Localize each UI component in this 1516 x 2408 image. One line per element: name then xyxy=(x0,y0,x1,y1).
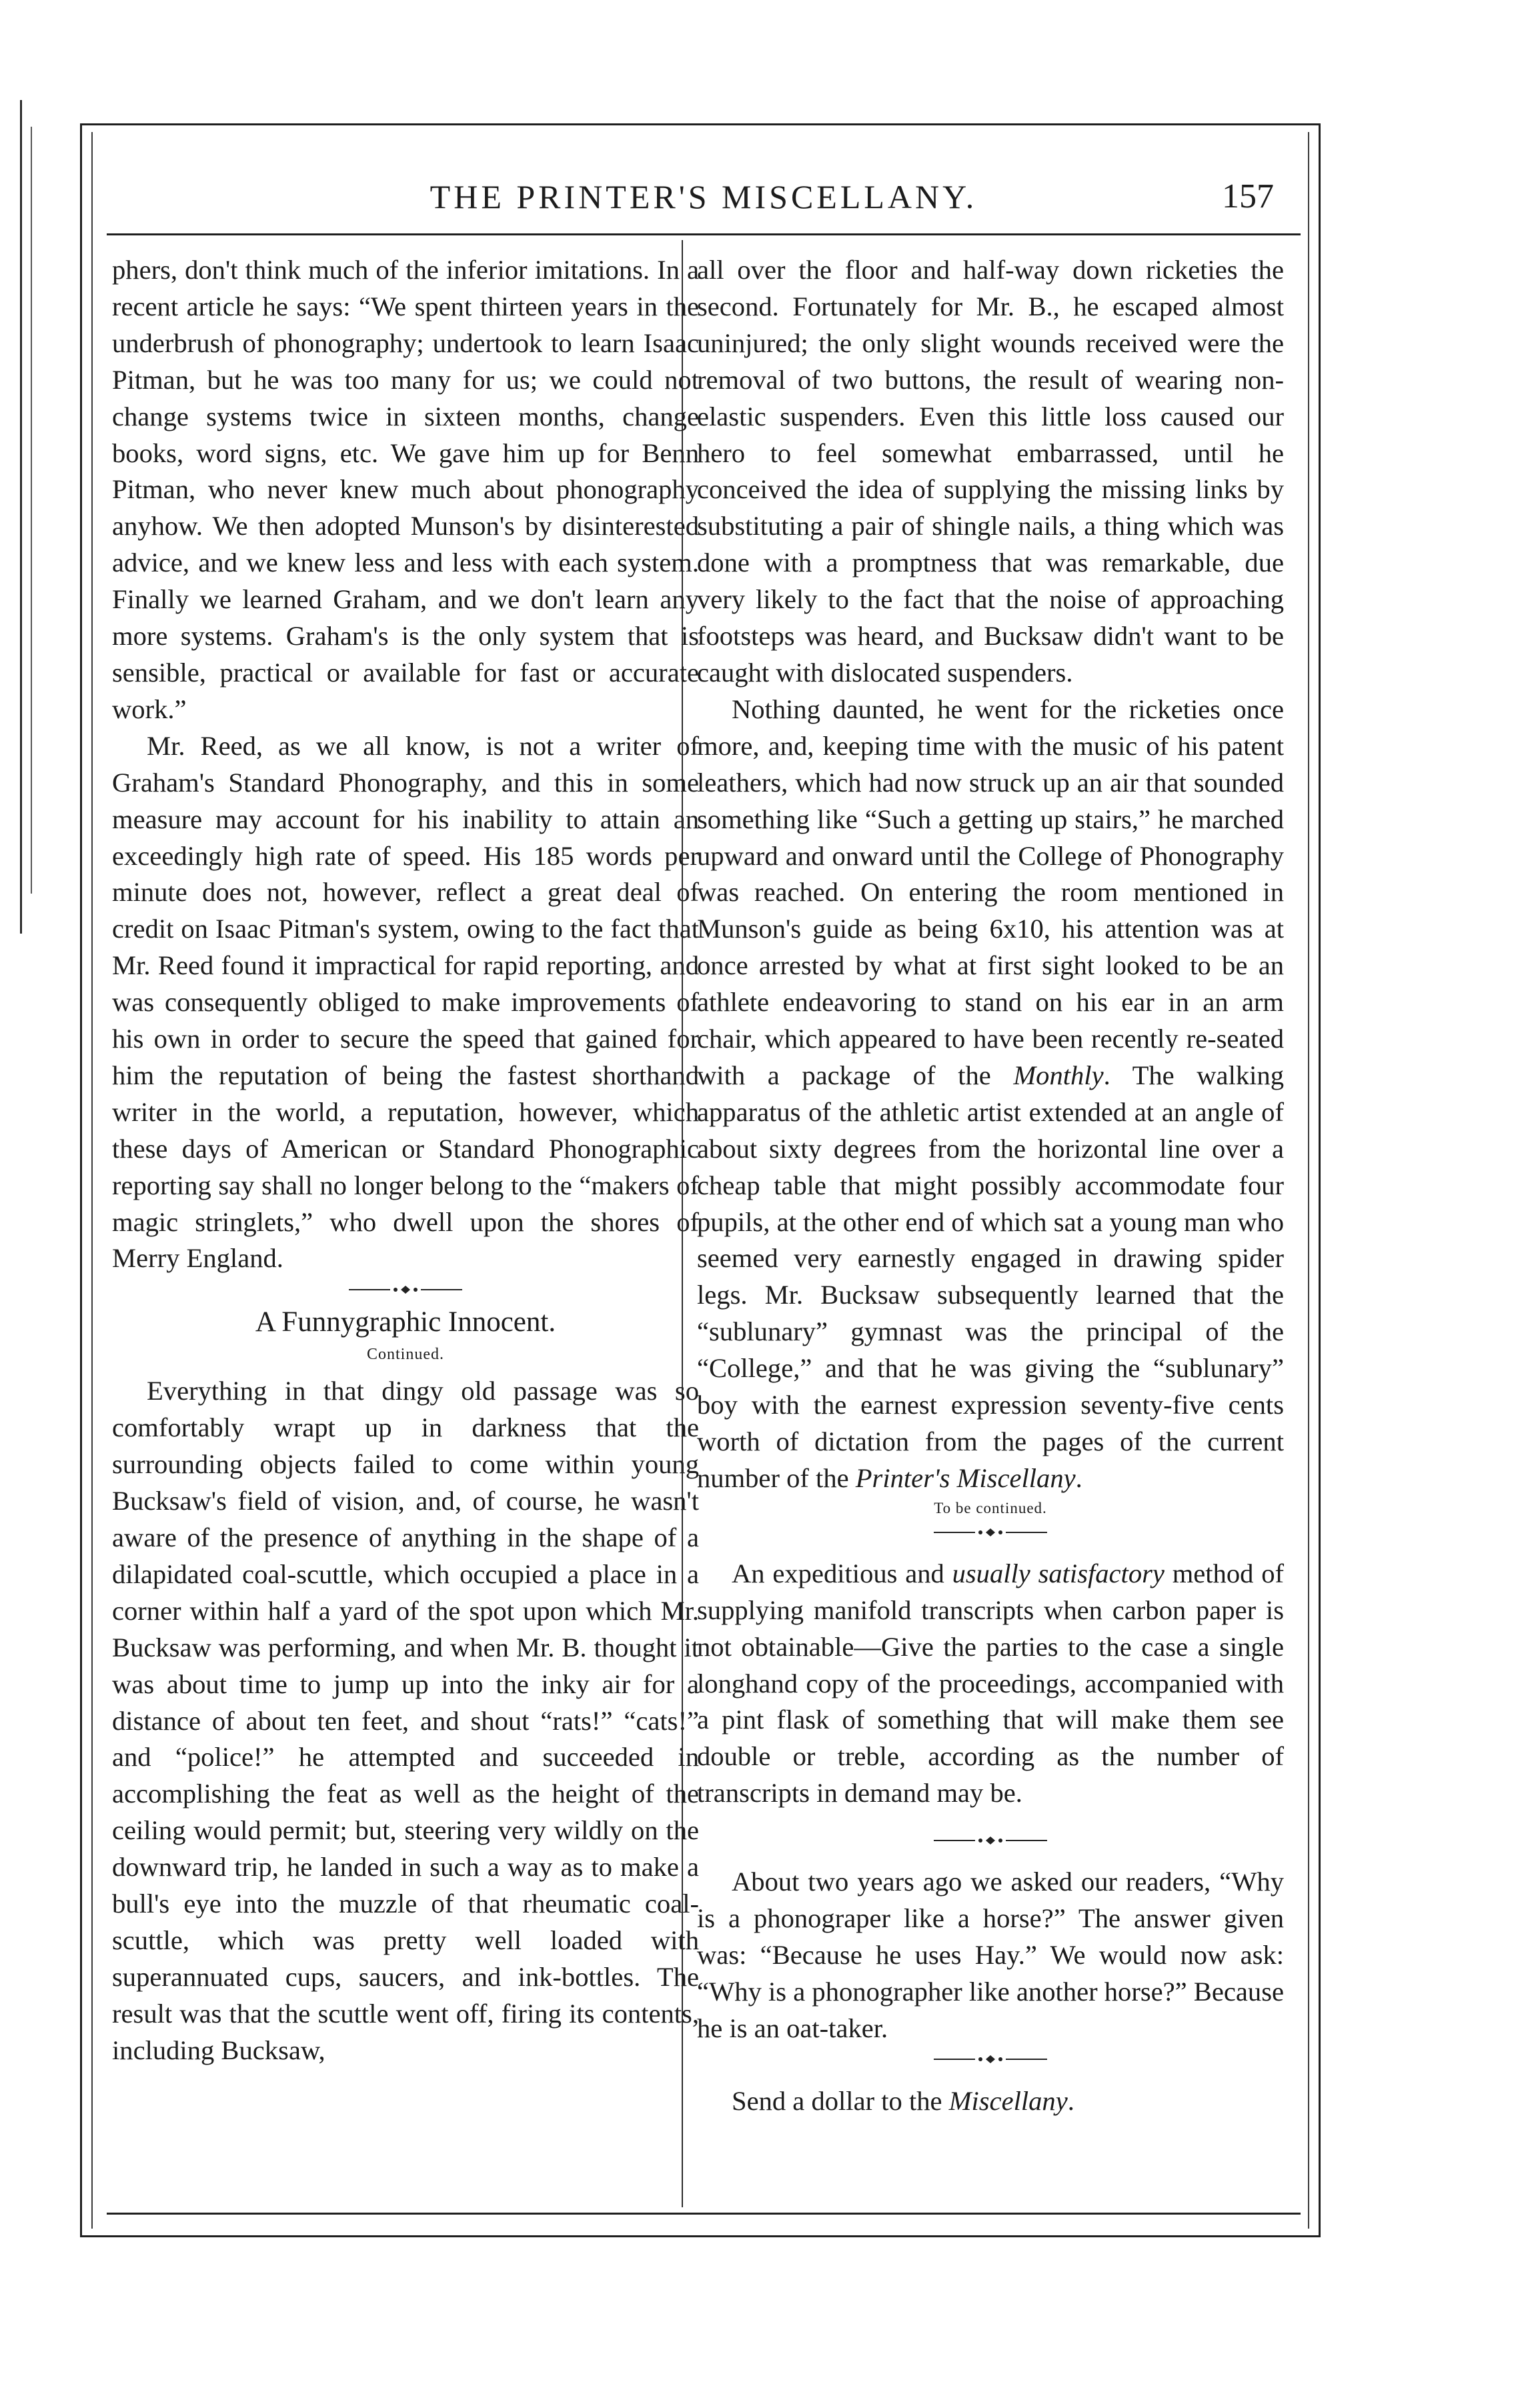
text-run: Nothing daunted, he went for the ricketies once more, and, keeping time with the music of his patent leathers, which had now struck up an air that sounded something like “Such a getting up stairs,” he marched upward and onward until the College of Phonography was reached. On entering the room mentioned in Munson's guide as being 6x10, his attention was at once arrested by what at first sight looked to be an athlete endeavoring to stand on his ear in an arm chair, which appeared to have been recently re-seated with a package of the xyxy=(697,694,1284,1090)
paragraph-nothing-daunted xyxy=(697,692,1284,1497)
paragraph-manifold-transcripts xyxy=(697,1556,1284,1812)
paragraph-graham-quote: phers, don't think much of the inferior imitations. In a recent article he says: “We spent thirteen years in the underbrush of phonography; undertook to learn Isaac Pitman, but he was too many for us; we could not change systems twice in sixteen months, change books, word signs, etc. We gave him up for Benn Pitman, who never knew much about phonography anyhow. We then adopted Munson's by disinterested advice, and we knew less and less with each system. Finally we learned Graham, and we don't learn any more systems. Graham's is the only system that is sensible, practical or available for fast or accurate work.” xyxy=(112,255,699,724)
ornament-divider xyxy=(697,1520,1284,1540)
ornament-rule-icon xyxy=(934,1527,1047,1538)
to-be-continued-note: To be continued. xyxy=(934,1499,1047,1516)
text-run: . xyxy=(1075,1462,1082,1493)
left-margin-rule-secondary xyxy=(31,127,32,894)
text-run: method of supplying manifold transcripts when carbon paper is not obtainable—Give the parties to the case a single longhand copy of the proceedings, accompanied with a pint flask of something that will make them see double or treble, according as the number of transcripts in demand may be. xyxy=(697,1558,1284,1809)
footer-rule xyxy=(107,2213,1301,2215)
miscellany-title: Printer's Miscellany xyxy=(855,1462,1076,1493)
left-margin-rule xyxy=(20,100,22,934)
text-run: Send a dollar to the xyxy=(732,2085,949,2116)
emphasis: usually satisfactory xyxy=(952,1558,1165,1588)
journal-title: THE PRINTER'S MISCELLANY. xyxy=(430,178,978,215)
ornament-divider xyxy=(697,1828,1284,1848)
paragraph-send-dollar xyxy=(697,2083,1284,2120)
monthly-title: Monthly xyxy=(1013,1060,1104,1090)
page-number: 157 xyxy=(1222,177,1274,215)
text-run: . The walking apparatus of the athletic artist extended at an angle of about sixty degrees from the horizontal line over a cheap table that might possibly accommodate four pupils, at the other end of which sat a young man who seemed very earnestly engaged in drawing spider legs. Mr. Bucksaw subsequently learned that the “sublunary” gymnast was the principal of the “College,” and that he was giving the “sublunary” boy with the earnest expression seventy-five cents worth of dictation from the pages of the current number of the xyxy=(697,1060,1284,1493)
miscellany-title: Miscellany xyxy=(948,2085,1068,2116)
text-run: An expeditious and xyxy=(732,1558,952,1588)
ornament-rule-icon xyxy=(349,1284,462,1295)
ornament-divider xyxy=(697,2047,1284,2067)
continued-note: Continued. xyxy=(367,1346,444,1364)
left-column xyxy=(112,252,699,2069)
ornament-divider xyxy=(112,1277,699,1297)
right-column xyxy=(697,252,1284,2120)
text-run: . xyxy=(1067,2085,1074,2116)
paragraph-phonographer-horse: About two years ago we asked our readers, “Why is a phonograper like a horse?” The answer given was: “Because he uses Hay.” We would now ask: “Why is a phonographer like another horse?” Because he is an oat-taker. xyxy=(697,1867,1284,2043)
section-title: A Funnygraphic Innocent. xyxy=(255,1306,556,1338)
running-header xyxy=(107,173,1301,220)
header-rule xyxy=(107,233,1301,235)
paragraph-ricketies: all over the floor and half-way down ricketies the second. Fortunately for Mr. B., he escaped almost uninjured; the only slight wounds received were the removal of two buttons, the result of wearing non-elastic suspenders. Even this little loss caused our hero to feel somewhat embarrassed, until he conceived the idea of supplying the missing links by substituting a pair of shingle nails, a thing which was done with a promptness that was remarkable, due very likely to the fact that the noise of approaching footsteps was heard, and Bucksaw didn't want to be caught with dislocated suspenders. xyxy=(697,255,1284,688)
ornament-rule-icon xyxy=(934,2054,1047,2065)
ornament-rule-icon xyxy=(934,1835,1047,1846)
paragraph-dingy-passage: Everything in that dingy old passage was so comfortably wrapt up in darkness that the surrounding objects failed to come within young Bucksaw's field of vision, and, of course, he wasn't aware of the presence of anything in the shape of a dilapidated coal-scuttle, which occupied a place in a corner within half a yard of the spot upon which Mr. Bucksaw was performing, and when Mr. B. thought it was about time to jump up into the inky air for a distance of about ten feet, and shout “rats!” “cats!” and “police!” he attempted and succeeded in accomplishing the feat as well as the height of the ceiling would permit; but, steering very wildly on the downward trip, he landed in such a way as to make a bull's eye into the muzzle of that rheumatic coal-scuttle, which was pretty well loaded with superannuated cups, saucers, and ink-bottles. The result was that the scuttle went off, firing its contents, including Bucksaw, xyxy=(112,1376,699,2065)
paragraph-mr-reed: Mr. Reed, as we all know, is not a writer of Graham's Standard Phonography, and this in some measure may account for his inability to attain an exceedingly high rate of speed. His 185 words per minute does not, however, reflect a great deal of credit on Isaac Pitman's system, owing to the fact that Mr. Reed found it impractical for rapid reporting, and was consequently obliged to make improvements of his own in order to secure the speed that gained for him the reputation of being the fastest shorthand writer in the world, a reputation, however, which these days of American or Standard Phonographic reporting say shall no longer belong to the “makers of magic stringlets,” who dwell upon the shores of Merry England. xyxy=(112,730,699,1274)
